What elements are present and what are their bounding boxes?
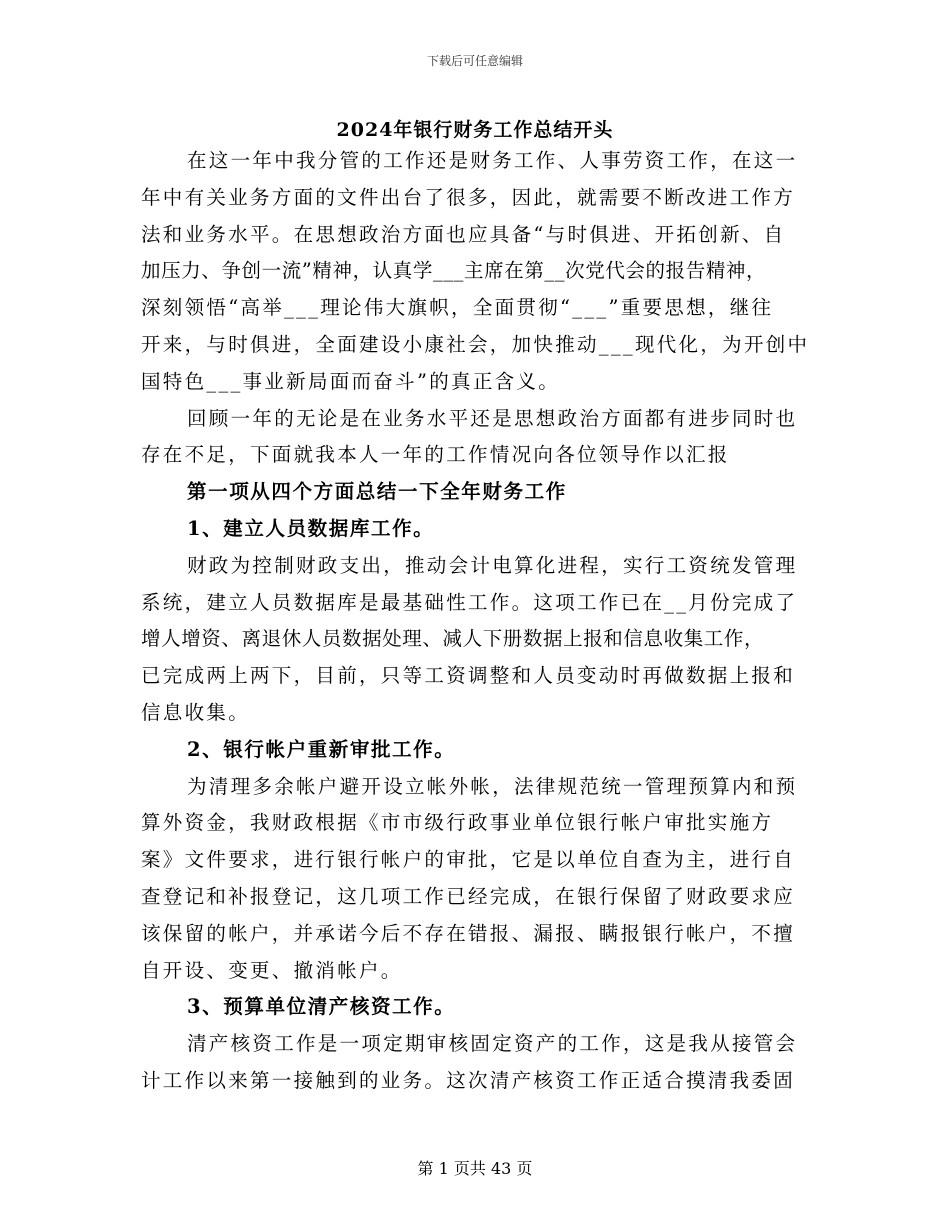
body-line: 算外资金，我财政根据《市市级行政事业单位银行帐户审批实施方: [141, 811, 774, 835]
section-heading: 第一项从四个方面总结一下全年财务工作: [187, 480, 567, 504]
section-heading: 2、银行帐户重新审批工作。: [187, 737, 456, 761]
body-line: 系统，建立人员数据库是最基础性工作。这项工作已在__月份完成了: [141, 590, 798, 614]
body-line: 查登记和补报登记，这几项工作已经完成，在银行保留了财政要求应: [141, 884, 796, 908]
document-title: 2024年银行财务工作总结开头: [336, 119, 614, 141]
body-line: 已完成两上两下，目前，只等工资调整和人员变动时再做数据上报和: [141, 664, 796, 688]
body-line: 清产核资工作是一项定期审核固定资产的工作，这是我从接管会: [187, 1032, 798, 1056]
body-line: 为清理多余帐户避开设立帐外帐，法律规范统一管理预算内和预: [187, 774, 798, 798]
body-line: 开来，与时俱进，全面建设小康社会，加快推动___现代化，为开创中: [141, 332, 810, 356]
body-line: 存在不足，下面就我本人一年的工作情况向各位领导作以汇报: [141, 443, 730, 467]
body-line: 法和业务水平。在思想政治方面也应具备“与时俱进、开拓创新、自: [141, 222, 786, 246]
page-footer-number: 第 1 页共 43 页: [417, 1159, 533, 1178]
body-line: 财政为控制财政支出，推动会计电算化进程，实行工资统发管理: [187, 553, 798, 577]
body-line: 加压力、争创一流”精神，认真学___主席在第__次党代会的报告精神，: [141, 259, 767, 283]
body-line: 自开设、变更、撤消帐户。: [141, 958, 403, 982]
section-heading: 3、预算单位清产核资工作。: [187, 995, 456, 1019]
body-line: 深刻领悟“高举___理论伟大旗帜，全面贯彻“___”重要思想，继往: [141, 296, 774, 320]
body-line: 增人增资、离退休人员数据处理、减人下册数据上报和信息收集工作，: [141, 627, 765, 651]
body-line: 案》文件要求，进行银行帐户的审批，它是以单位自查为主，进行自: [141, 848, 796, 872]
body-line: 信息收集。: [141, 700, 251, 724]
page-header-note: 下载后可任意编辑: [426, 54, 523, 68]
section-heading: 1、建立人员数据库工作。: [187, 516, 435, 540]
body-line: 回顾一年的无论是在业务水平还是思想政治方面都有进步同时也: [187, 406, 798, 430]
body-line: 国特色___事业新局面而奋斗”的真正含义。: [141, 369, 561, 393]
body-line: 该保留的帐户，并承诺今后不存在错报、漏报、瞒报银行帐户，不擅: [141, 921, 796, 945]
body-line: 年中有关业务方面的文件出台了很多，因此，就需要不断改进工作方: [141, 185, 796, 209]
body-line: 计工作以来第一接触到的业务。这次清产核资工作正适合摸清我委固: [141, 1068, 796, 1092]
document-body: [141, 143, 816, 1100]
body-line: 在这一年中我分管的工作还是财务工作、人事劳资工作，在这一: [187, 149, 798, 172]
